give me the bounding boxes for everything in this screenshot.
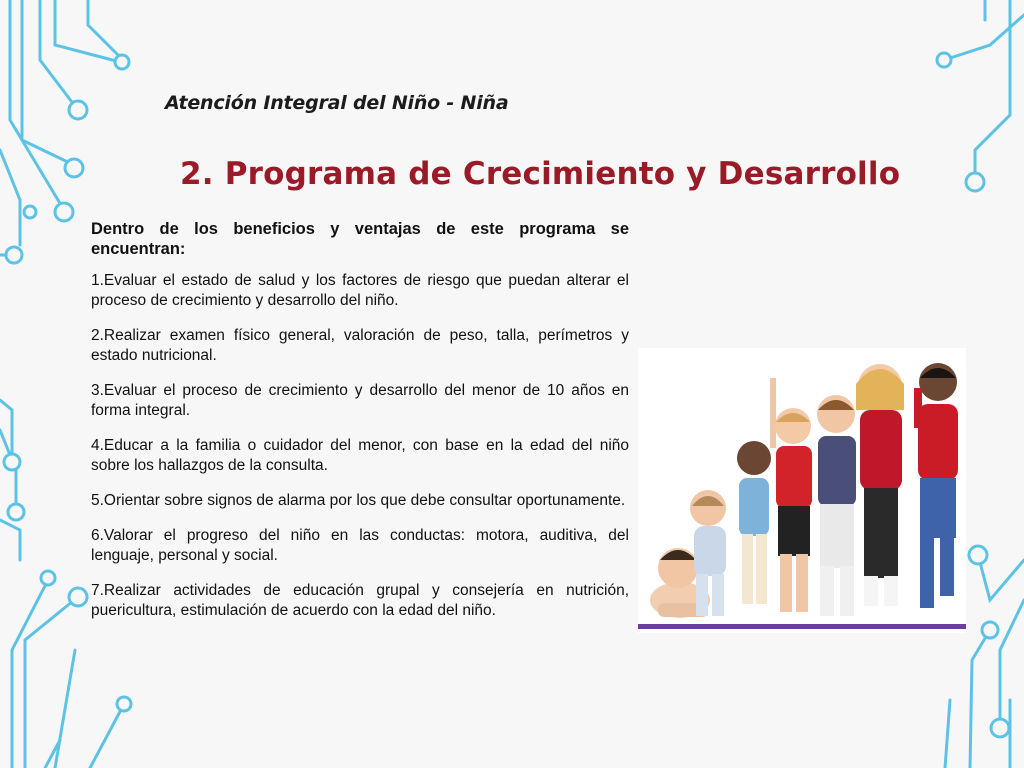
circuit-node bbox=[8, 504, 24, 520]
child-figure bbox=[817, 395, 856, 616]
list-item: 6.Valorar el progreso del niño en las conductas: motora, auditiva, del lenguaje, personal y social. bbox=[91, 527, 629, 564]
circuit-node bbox=[969, 546, 987, 564]
child-figure bbox=[914, 363, 958, 608]
circuit-node bbox=[55, 203, 73, 221]
children-photo bbox=[638, 348, 966, 633]
children-illustration bbox=[638, 348, 966, 633]
circuit-node bbox=[966, 173, 984, 191]
child-figure bbox=[856, 364, 904, 606]
list-item: 2.Realizar examen físico general, valoración de peso, talla, perímetros y estado nutricional. bbox=[91, 327, 629, 364]
body-text bbox=[91, 219, 629, 636]
floor-line bbox=[638, 624, 966, 629]
slide-title: 2. Programa de Crecimiento y Desarrollo bbox=[180, 156, 901, 192]
list-item: 1.Evaluar el estado de salud y los factores de riesgo que puedan alterar el proceso de crecimiento y desarrollo del niño. bbox=[91, 272, 629, 309]
list-item: 4.Educar a la familia o cuidador del menor, con base en la edad del niño sobre los hallazgos de la consulta. bbox=[91, 437, 629, 474]
circuit-node bbox=[115, 55, 129, 69]
list-item: 5.Orientar sobre signos de alarma por los que debe consultar oportunamente. bbox=[91, 492, 626, 509]
child-figure bbox=[737, 441, 771, 604]
circuit-node bbox=[65, 159, 83, 177]
circuit-node bbox=[991, 719, 1009, 737]
circuit-node bbox=[937, 53, 951, 67]
slide-subtitle: Atención Integral del Niño - Niña bbox=[165, 92, 509, 114]
circuit-node bbox=[4, 454, 20, 470]
list-item: 3.Evaluar el proceso de crecimiento y desarrollo del menor de 10 años en forma integral. bbox=[91, 382, 629, 419]
list-item: 7.Realizar actividades de educación grupal y consejería en nutrición, puericultura, estimulación de acuerdo con la edad del niño. bbox=[91, 582, 629, 619]
child-figure bbox=[770, 378, 812, 612]
circuit-node bbox=[6, 247, 22, 263]
circuit-node bbox=[41, 571, 55, 585]
circuit-node bbox=[982, 622, 998, 638]
circuit-node bbox=[69, 588, 87, 606]
intro-text: Dentro de los beneficios y ventajas de este programa se encuentran: bbox=[91, 220, 629, 258]
circuit-node bbox=[24, 206, 36, 218]
circuit-node bbox=[69, 101, 87, 119]
circuit-node bbox=[117, 697, 131, 711]
